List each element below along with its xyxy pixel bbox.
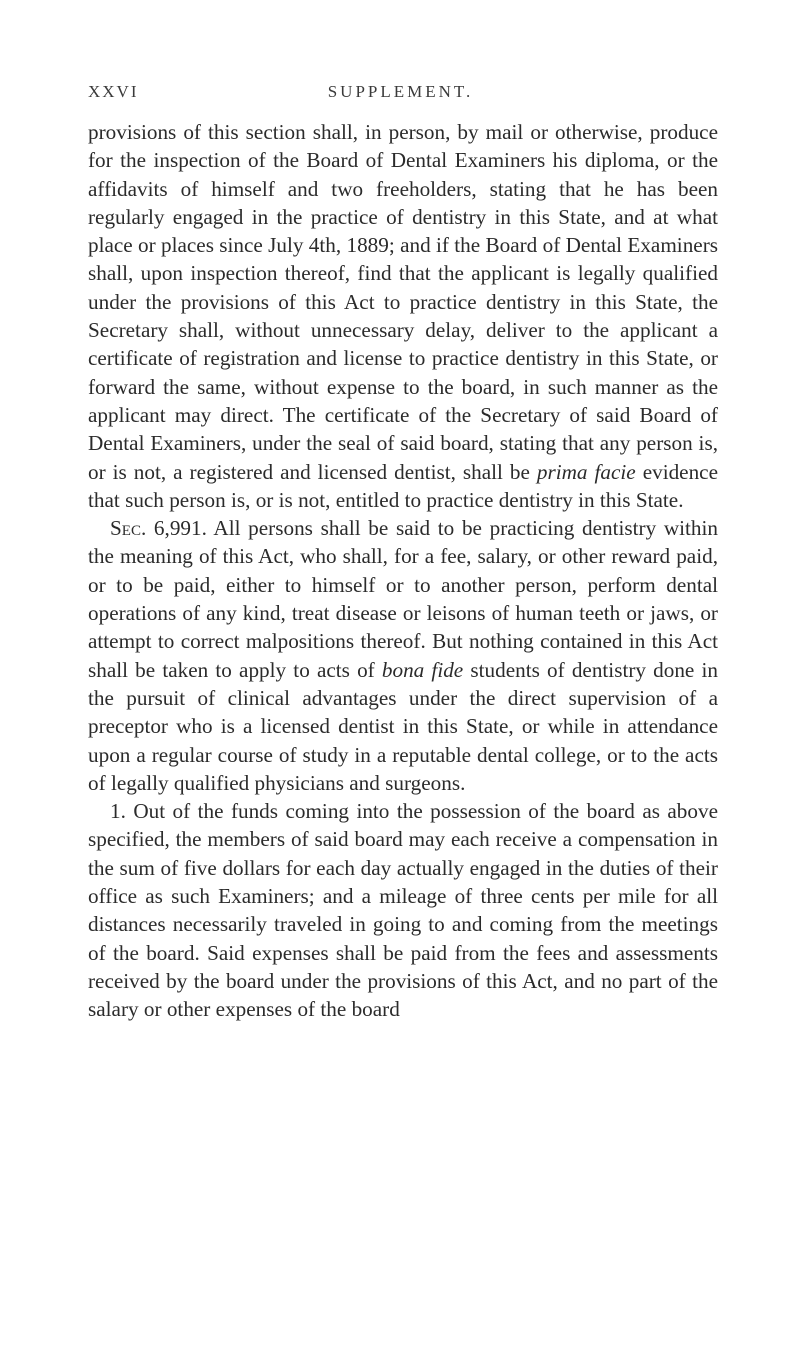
paragraph-text: 1. Out of the funds coming into the possession of the board as above specified, the members of said board may each receive a compensation in the sum of five dollars for each day actually engaged in the duties of their office as such Examiners; and a mileage of three cents per mile for all distances necessarily traveled in going to and coming from the meetings of the board. Said expenses shall be paid from the fees and assessments received by the board under the provisions of this Act, and no part of the salary or other expenses of the board [88, 799, 718, 1022]
paragraph-text-continued: evidence that such person is, or is not, entitled to practice dentistry in this State. [88, 459, 718, 512]
running-title: SUPPLEMENT. [327, 82, 474, 101]
paragraph-continued-provisions [88, 118, 718, 514]
paragraph-section-6991 [88, 514, 718, 797]
italic-phrase: prima facie [536, 459, 636, 484]
page-number: XXVI [88, 82, 139, 101]
running-head [88, 82, 713, 106]
body-text [88, 118, 718, 1024]
section-label: Sec. 6,991. [110, 516, 207, 541]
paragraph-numbered-1 [88, 797, 718, 1023]
paragraph-text: All persons shall be said to be practicing dentistry within the meaning of this Act, who shall, for a fee, salary, or other reward paid, or to be paid, either to himself or to another person, perform dental operations of any kind, treat disease or leisons of human teeth or jaws, or attempt to correct malpositions thereof. But nothing contained in this Act shall be taken to apply to acts of [88, 516, 718, 682]
paragraph-text: provisions of this section shall, in person, by mail or otherwise, produce for the inspection of the Board of Dental Examiners his diploma, or the affidavits of himself and two freeholders, stating that he has been regularly engaged in the practice of dentistry in this State, and at what place or places since July 4th, 1889; and if the Board of Dental Examiners shall, upon inspection thereof, find that the applicant is legally qualified under the provisions of this Act to practice dentistry in this State, the Secretary shall, without unnecessary delay, deliver to the applicant a certificate of registration and license to practice dentistry in this State, or forward the same, without expense to the board, in such manner as the applicant may direct. The certificate of the Secretary of said Board of Dental Examiners, under the seal of said board, stating that any person is, or is not, a registered and licensed dentist, shall be [88, 120, 718, 484]
paragraph-text-continued: students of dentistry done in the pursuit of clinical advantages under the direct supervision of a preceptor who is a licensed dentist in this State, or while in attendance upon a regular course of study in a reputable dental college, or to the acts of legally qualified physicians and surgeons. [88, 657, 718, 795]
italic-phrase: bona fide [381, 657, 464, 682]
